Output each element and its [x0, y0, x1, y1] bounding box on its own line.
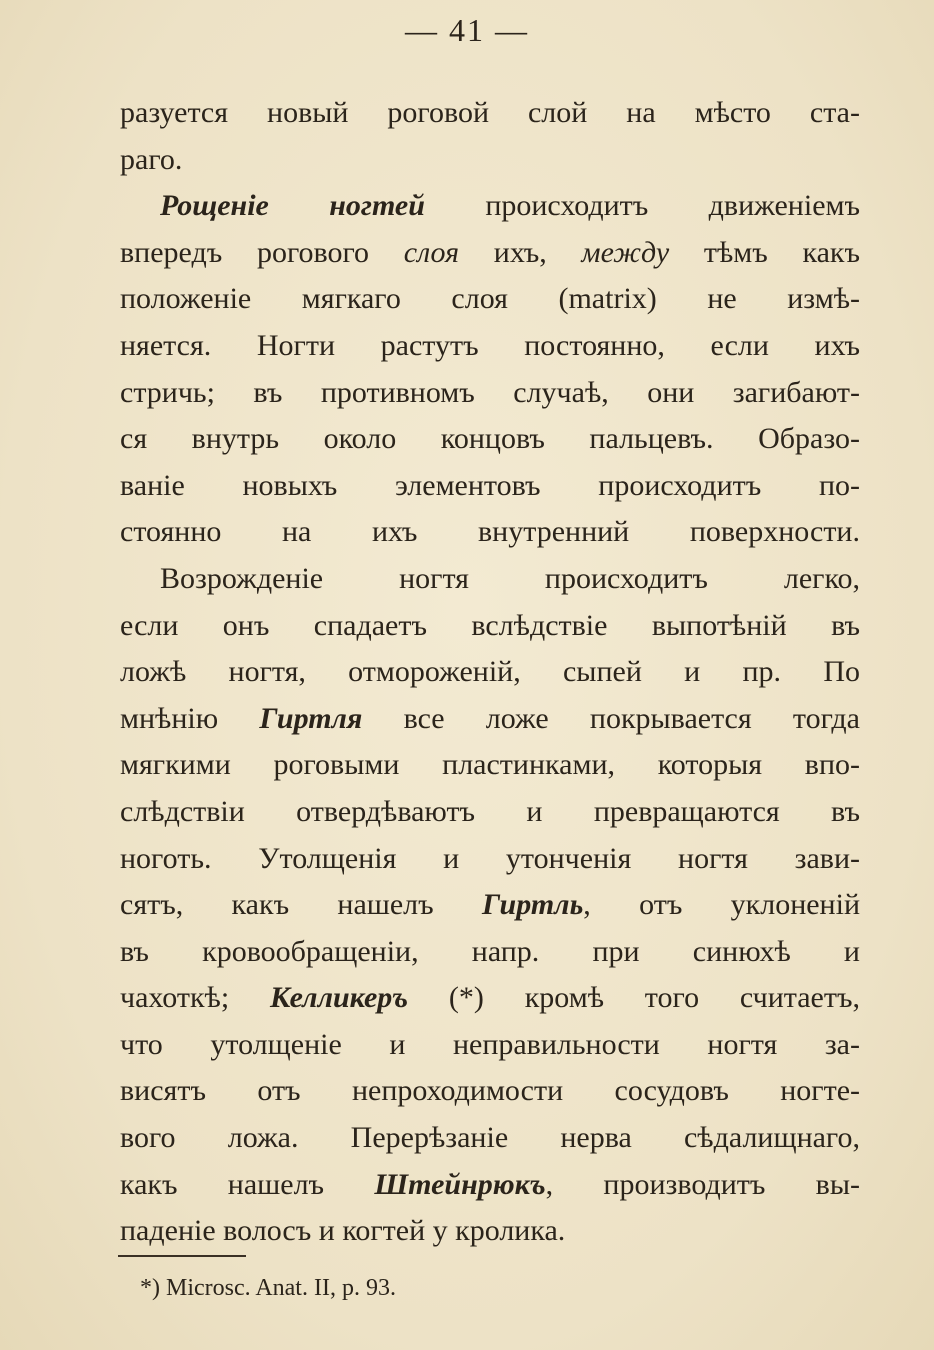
text-line: сятъ, какъ нашелъ Гиртль, отъ уклоненій: [120, 888, 860, 922]
page-number: — 41 —: [405, 12, 529, 48]
text-line: впередъ рогового слоя ихъ, между тѣмъ какъ: [120, 235, 860, 269]
emphasized-name: Рощеніе ногтей: [160, 189, 425, 223]
text-line: что утолщеніе и неправильности ногтя за-: [120, 1027, 860, 1061]
text-line: чахоткѣ; Келликеръ (*) кромѣ того считаетъ,: [120, 981, 860, 1015]
footnote: *) Microsc. Anat. II, p. 93.: [140, 1275, 396, 1301]
emphasized-name: [160, 189, 425, 222]
text-line: слѣдствіи отвердѣваютъ и превращаются въ: [120, 794, 860, 828]
emphasized-name: между: [581, 235, 670, 269]
text-line: ваніе новыхъ элементовъ происходитъ по-: [120, 468, 860, 502]
text-line: вого ложа. Перерѣзаніе нерва сѣдалищнаго,: [120, 1121, 860, 1155]
text-line: Возрожденіе ногтя происходитъ легко,: [160, 561, 860, 595]
emphasized-name: Келликеръ: [270, 981, 409, 1015]
text-line: ноготь. Утолщенія и утонченія ногтя зави-: [120, 841, 860, 875]
emphasized-name: [270, 981, 408, 1014]
text-line: ложѣ ногтя, отмороженій, сыпей и пр. По: [120, 655, 860, 689]
emphasized-name: [482, 888, 583, 921]
emphasized-name: [259, 702, 362, 735]
text-line: ся внутрь около концовъ пальцевъ. Образо-: [120, 422, 860, 456]
body-text: [120, 90, 860, 1255]
text-line: няется. Ногти растутъ постоянно, если ихъ: [120, 328, 860, 362]
text-line: стоянно на ихъ внутренний поверхности.: [120, 515, 860, 549]
text-line: мнѣнію Гиртля все ложе покрывается тогда: [120, 701, 860, 735]
text-line: если онъ спадаетъ вслѣдствіе выпотѣній въ: [120, 608, 860, 642]
footnote-rule: [118, 1255, 246, 1257]
text-line: паденіе волосъ и когтей у кролика.: [120, 1214, 566, 1248]
text-line: раго.: [120, 142, 183, 176]
text-line: Рощеніе ногтей происходитъ движеніемъ: [160, 189, 860, 223]
text-line: разуется новый роговой слой на мѣсто ста-: [120, 96, 860, 129]
emphasized-name: [374, 1168, 545, 1201]
text-line: какъ нашелъ Штейнрюкъ, производитъ вы-: [120, 1167, 860, 1201]
text-line: положеніе мягкаго слоя (matrix) не измѣ-: [120, 282, 860, 316]
text-line: стричь; въ противномъ случаѣ, они загибают-: [120, 375, 860, 409]
emphasized-name: Гиртля: [259, 701, 363, 735]
emphasized-name: слоя: [403, 235, 460, 269]
emphasized-name: Гиртль: [482, 888, 584, 922]
text-line: висятъ отъ непроходимости сосудовъ ногте-: [120, 1074, 860, 1108]
emphasized-name: Штейнрюкъ: [374, 1167, 546, 1201]
text-line: мягкими роговыми пластинками, которыя впо-: [120, 748, 860, 782]
text-line: въ кровообращеніи, напр. при синюхѣ и: [120, 934, 860, 968]
